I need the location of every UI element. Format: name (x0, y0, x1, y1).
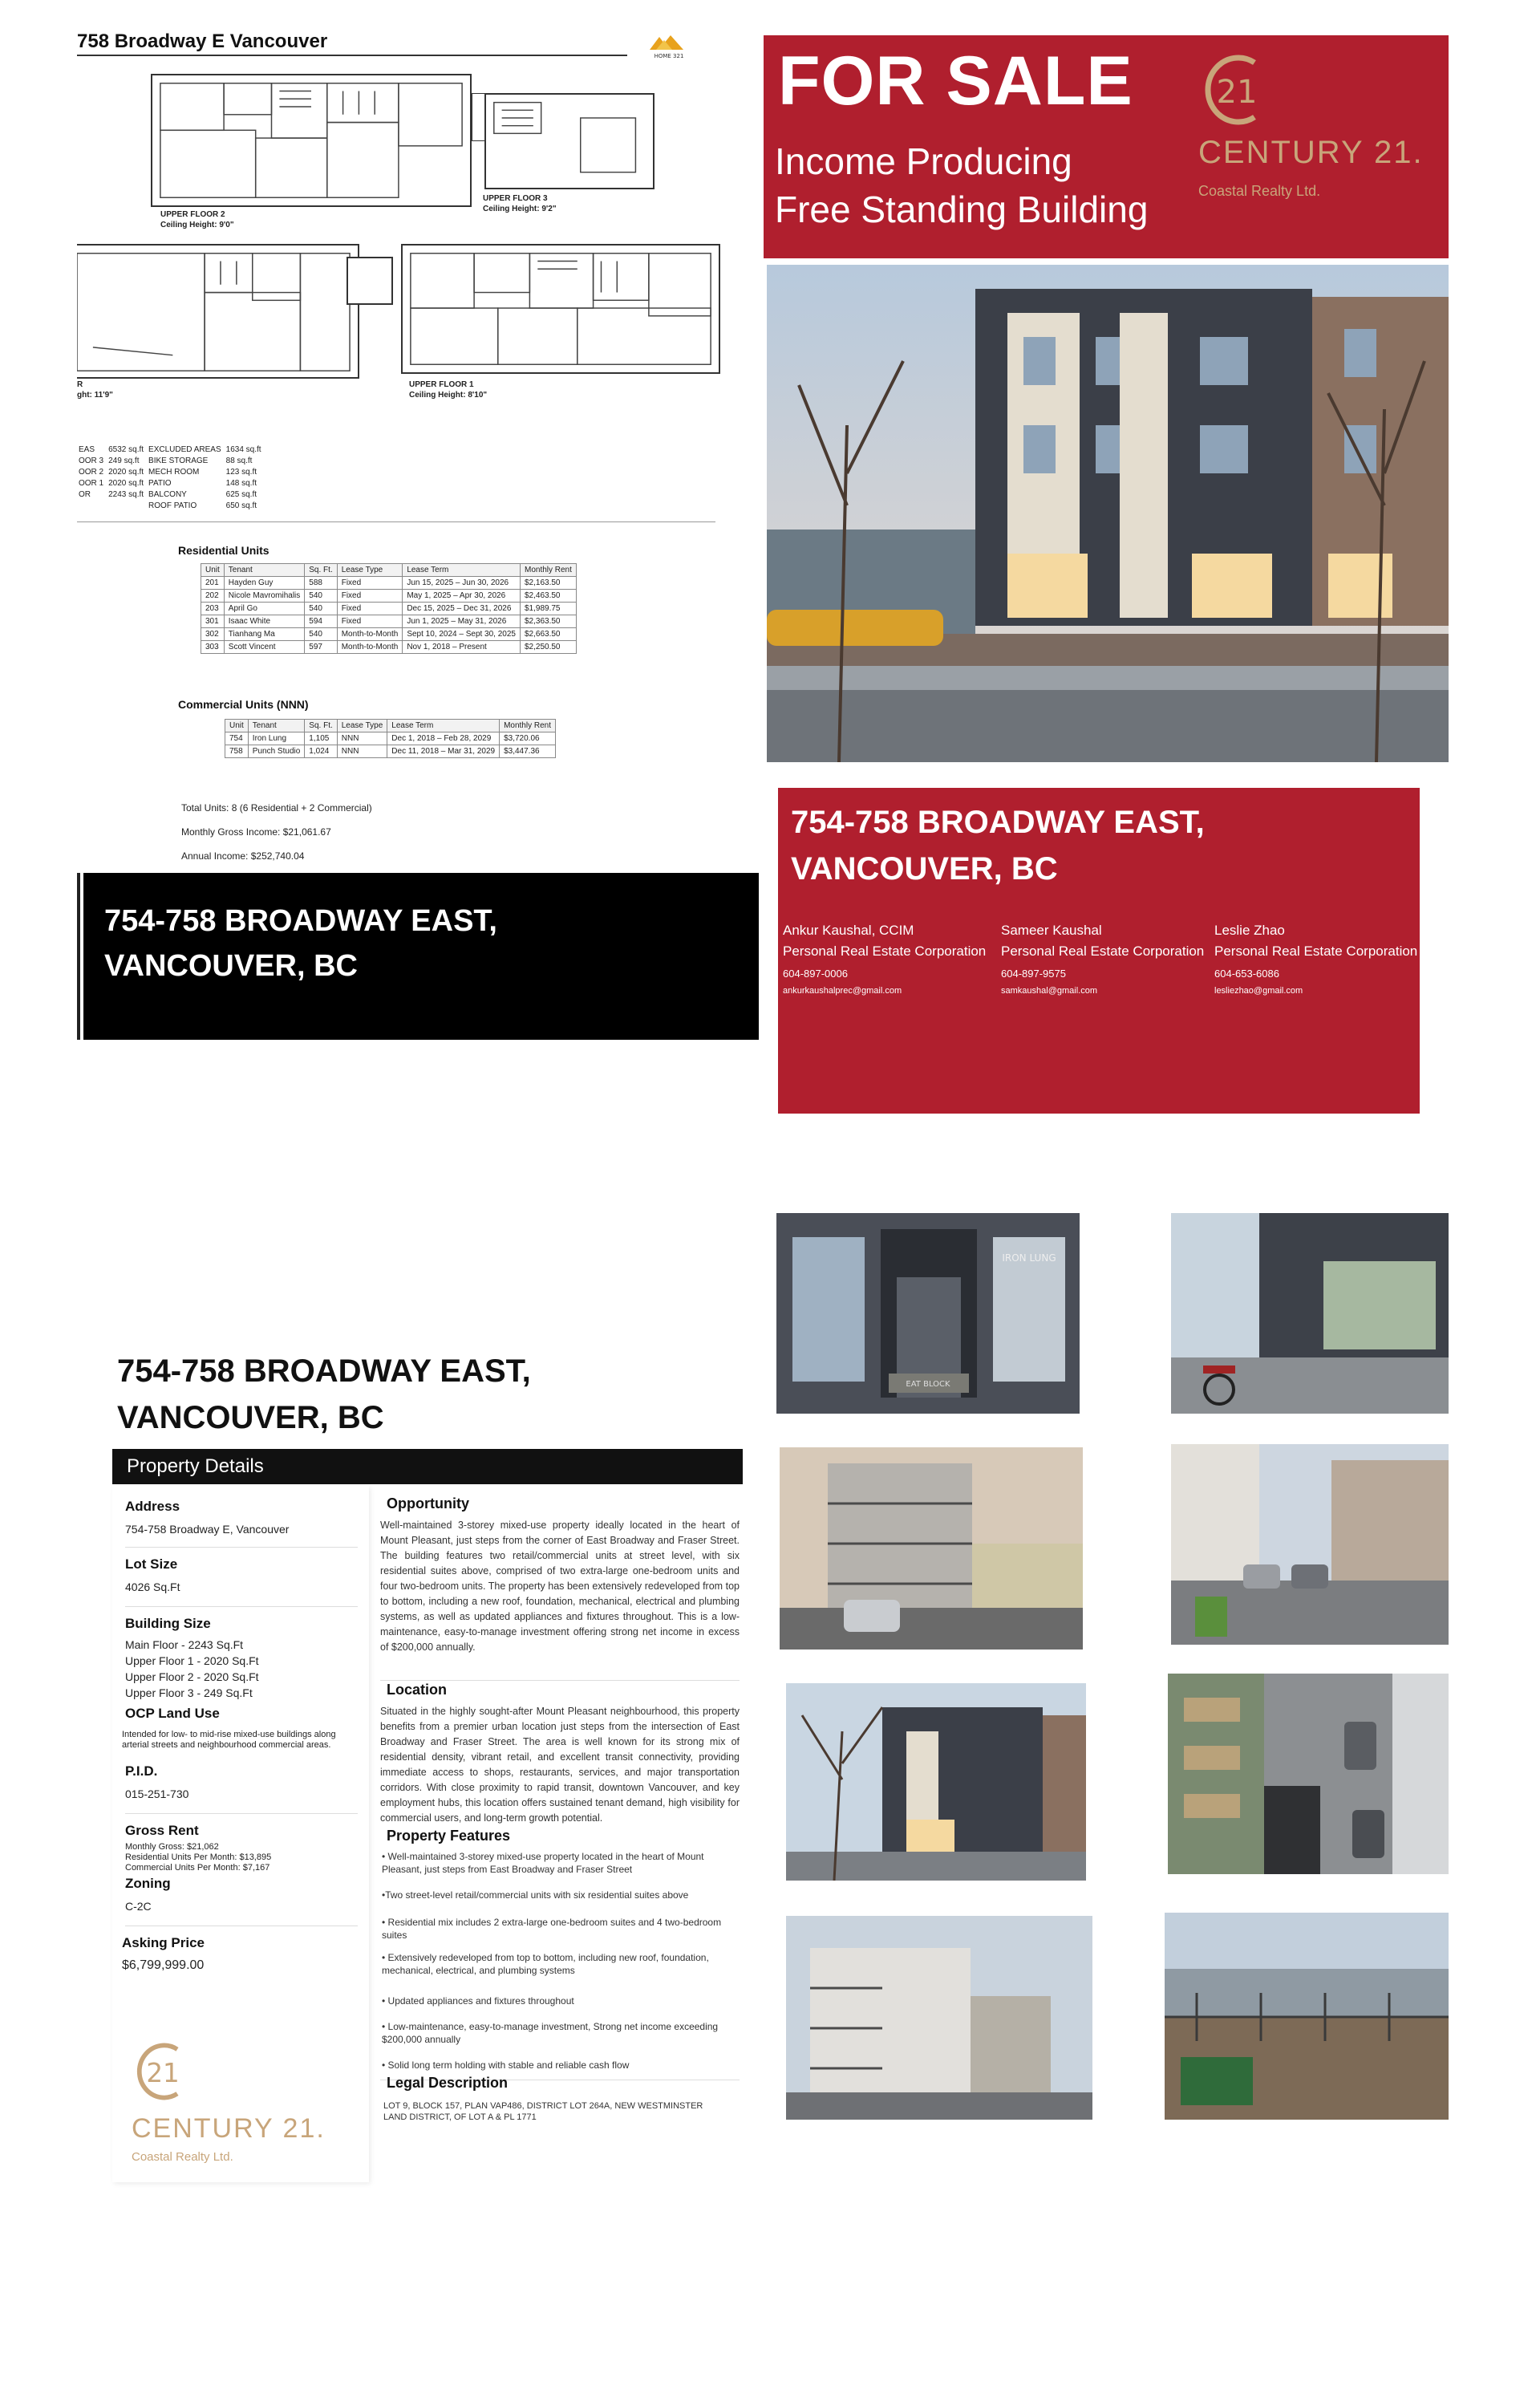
address-heading: Address (125, 1499, 180, 1514)
table-cell: Tianhang Ma (224, 628, 304, 641)
agent-leslie: Leslie Zhao Personal Real Estate Corporation 604-653-6086 lesliezhao@gmail.com (1214, 923, 1418, 996)
feature-item: • Updated appliances and fixtures throughout (382, 1995, 574, 2007)
table-row (79, 445, 265, 455)
total-units: Total Units: 8 (6 Residential + 2 Commercial) (181, 802, 372, 814)
table-cell: Iron Lung (248, 732, 305, 745)
for-sale-title: FOR SALE (778, 43, 1133, 120)
legal-description-text: LOT 9, BLOCK 157, PLAN VAP486, DISTRICT LOT 264A, NEW WESTMINSTER LAND DISTRICT, OF LOT A & PL 1771 (383, 2101, 703, 2122)
table-cell: 88 sq.ft (225, 457, 253, 465)
table-cell: 588 (305, 577, 337, 590)
ocp-value: Intended for low- to mid-rise mixed-use buildings along arterial streets and neighbourhood commercial areas. (122, 1730, 336, 1750)
table-cell: Fixed (337, 577, 403, 590)
table-cell (79, 501, 107, 511)
table-row (201, 590, 577, 603)
column-header: Tenant (248, 720, 305, 732)
column-header: Tenant (224, 564, 304, 577)
feature-item: • Extensively redeveloped from top to bottom, including new roof, foundation, mechanical, electrical, and plumbing systems (382, 1952, 709, 1976)
areas-table (77, 444, 266, 513)
upper-floor-3-label: UPPER FLOOR 3 Ceiling Height: 9'2" (483, 194, 557, 213)
table-cell: Punch Studio (248, 745, 305, 758)
ocp-heading: OCP Land Use (125, 1706, 220, 1721)
table-cell: $2,163.50 (520, 577, 576, 590)
table-cell: 540 (305, 628, 337, 641)
annual-income: Annual Income: $252,740.04 (181, 850, 305, 862)
column-header: Unit (225, 720, 249, 732)
agent-email-link[interactable]: lesliezhao@gmail.com (1214, 986, 1303, 996)
table-cell: Fixed (337, 615, 403, 628)
table-cell: OOR 2 (79, 468, 104, 477)
table-cell: $2,250.50 (520, 641, 576, 654)
column-header: Sq. Ft. (305, 564, 337, 577)
column-header: Lease Term (403, 564, 521, 577)
table-cell: 1634 sq.ft (225, 445, 261, 454)
table-cell: Month-to-Month (337, 628, 403, 641)
century21-logo-icon (1198, 50, 1267, 130)
table-cell: OR (79, 490, 91, 499)
table-row (79, 501, 265, 511)
column-header: Lease Term (387, 720, 500, 732)
agent-sameer: Sameer Kaushal Personal Real Estate Corporation 604-897-9575 samkaushal@gmail.com (1001, 923, 1205, 996)
column-header: Lease Type (337, 564, 403, 577)
table-cell: 148 sq.ft (225, 479, 257, 488)
pid-heading: P.I.D. (125, 1763, 158, 1779)
opportunity-text: Well-maintained 3-storey mixed-use property ideally located in the heart of Mount Pleasant, just steps from the corner of East Broadway and Fraser Street. The building features two retail/commercial units at street level, with six residential suites above, comprised of two extra-large one-bedroom units and four two-bedroom units. The property has been extensively redeveloped from top to bottom, including a new roof, foundation, mechanical, electrical and plumbing systems, as well as updated appliances and fixtures throughout. This is a low-maintenance, easy-to-manage investment offering strong net income in excess of $200,000 annually. (380, 1520, 740, 1653)
commercial-units-title: Commercial Units (NNN) (178, 698, 309, 711)
table-cell: Scott Vincent (224, 641, 304, 654)
gross-rent-heading: Gross Rent (125, 1823, 199, 1838)
table-cell: 1,105 (305, 732, 337, 745)
table-cell: 249 sq.ft (108, 457, 140, 465)
century21-office: Coastal Realty Ltd. (1198, 183, 1321, 199)
main-floor-label: R ght: 11'9" (77, 380, 113, 400)
table-cell: 201 (201, 577, 225, 590)
feature-item: • Low-maintenance, easy-to-manage investment, Strong net income exceeding $200,000 annually (382, 2021, 719, 2045)
table-cell: 302 (201, 628, 225, 641)
location-heading: Location (387, 1682, 447, 1698)
table-cell: NNN (337, 745, 387, 758)
zoning-value: C-2C (125, 1900, 152, 1913)
feature-item: • Well-maintained 3-storey mixed-use property located in the heart of Mount Pleasant, just steps from East Broadway and Fraser Street (382, 1851, 704, 1875)
property-details-title: Property Details (127, 1455, 264, 1477)
table-cell: 303 (201, 641, 225, 654)
table-cell: $3,720.06 (500, 732, 556, 745)
agent-panel-address: 754-758 BROADWAY EAST, VANCOUVER, BC (791, 805, 1205, 887)
table-cell: Nicole Mavromihalis (224, 590, 304, 603)
floor-plan-upper-1 (401, 244, 720, 374)
table-cell: BIKE STORAGE (148, 457, 209, 465)
table-cell: EXCLUDED AREAS (148, 445, 221, 454)
table-row (201, 603, 577, 615)
table-cell: $2,463.50 (520, 590, 576, 603)
lot-size-heading: Lot Size (125, 1556, 178, 1572)
table-cell (108, 501, 147, 511)
floor-plan-upper-3 (484, 93, 654, 189)
feature-item: • Residential mix includes 2 extra-large one-bedroom suites and 4 two-bedroom suites (382, 1917, 722, 1941)
table-cell: $1,989.75 (520, 603, 576, 615)
table-cell: 758 (225, 745, 249, 758)
century21-office: Coastal Realty Ltd. (132, 2150, 233, 2164)
table-cell: 2243 sq.ft (108, 490, 144, 499)
feature-item: • Solid long term holding with stable and reliable cash flow (382, 2059, 630, 2071)
table-row (79, 479, 265, 489)
address-banner-text: 754-758 BROADWAY EAST, VANCOUVER, BC (104, 904, 497, 983)
feature-item: •Two street-level retail/commercial units with six residential suites above (382, 1889, 689, 1901)
areas-divider (77, 521, 715, 522)
entrance-photo (776, 1213, 1080, 1414)
table-row (79, 468, 265, 477)
table-cell: Fixed (337, 603, 403, 615)
column-header: Unit (201, 564, 225, 577)
upper-floor-2-label: UPPER FLOOR 2 Ceiling Height: 9'0" (160, 210, 234, 229)
pid-value: 015-251-730 (125, 1788, 189, 1800)
floor-plan-stairs (346, 257, 393, 305)
monthly-gross-income: Monthly Gross Income: $21,061.67 (181, 826, 331, 838)
table-cell: 1,024 (305, 745, 337, 758)
street-view-photo (786, 1683, 1086, 1881)
table-cell: Fixed (337, 590, 403, 603)
details-address-heading: 754-758 BROADWAY EAST, VANCOUVER, BC (117, 1353, 531, 1435)
logo-mark-text: 21 (146, 2058, 180, 2089)
table-cell: 540 (305, 603, 337, 615)
hero-building-photo (767, 265, 1449, 762)
table-cell: May 1, 2025 – Apr 30, 2026 (403, 590, 521, 603)
table-row (225, 732, 556, 745)
opportunity-heading: Opportunity (387, 1495, 469, 1512)
table-cell: 203 (201, 603, 225, 615)
zoning-heading: Zoning (125, 1876, 171, 1891)
table-row (201, 577, 577, 590)
table-cell: Dec 1, 2018 – Feb 28, 2029 (387, 732, 500, 745)
table-cell: OOR 1 (79, 479, 104, 488)
table-cell: Dec 15, 2025 – Dec 31, 2026 (403, 603, 521, 615)
table-cell: Jun 1, 2025 – May 31, 2026 (403, 615, 521, 628)
floor-plan-main (77, 244, 359, 379)
table-cell: Isaac White (224, 615, 304, 628)
table-cell: Hayden Guy (224, 577, 304, 590)
residential-units-table (201, 563, 577, 654)
table-cell: MECH ROOM (148, 468, 200, 477)
table-cell: 2020 sq.ft (108, 479, 144, 488)
for-sale-subtitle-1: Income Producing (775, 140, 1072, 182)
table-cell: PATIO (148, 479, 172, 488)
table-cell: 594 (305, 615, 337, 628)
logo-text: HOME 321 (654, 53, 684, 59)
storefront-photo (1171, 1213, 1449, 1414)
agent-email-link[interactable]: samkaushal@gmail.com (1001, 986, 1097, 996)
table-cell: 2020 sq.ft (108, 468, 144, 477)
property-features-heading: Property Features (387, 1828, 511, 1844)
column-header: Sq. Ft. (305, 720, 337, 732)
century21-name: CENTURY 21. (1198, 135, 1424, 170)
floor-plan-title: 758 Broadway E Vancouver (77, 30, 328, 52)
column-header: Lease Type (337, 720, 387, 732)
residential-units-title: Residential Units (178, 544, 270, 557)
agent-ankur: Ankur Kaushal, CCIM Personal Real Estate Corporation 604-897-0006 ankurkaushalprec@gmail.com (783, 923, 987, 996)
table-cell: 650 sq.ft (225, 501, 257, 510)
table-cell: April Go (224, 603, 304, 615)
table-cell: EAS (79, 445, 95, 454)
home-logo-icon (648, 32, 690, 59)
table-row (201, 615, 577, 628)
legal-description-heading: Legal Description (387, 2075, 509, 2091)
roof-deck-photo (1165, 1913, 1449, 2120)
table-cell: $2,363.50 (520, 615, 576, 628)
table-cell: $2,663.50 (520, 628, 576, 641)
building-size-values: Main Floor - 2243 Sq.Ft Upper Floor 1 - 2020 Sq.Ft Upper Floor 2 - 2020 Sq.Ft Upper Floor 3 - 249 Sq.Ft (125, 1638, 259, 1699)
table-cell: 123 sq.ft (225, 468, 257, 477)
upper-floor-1-label: UPPER FLOOR 1 Ceiling Height: 8'10" (409, 380, 488, 400)
century21-logo-icon (132, 2038, 188, 2105)
column-header: Monthly Rent (500, 720, 556, 732)
iron-lung-sign: IRON LUNG (1002, 1252, 1056, 1264)
for-sale-subtitle-2: Free Standing Building (775, 189, 1149, 230)
lot-size-value: 4026 Sq.Ft (125, 1581, 180, 1593)
table-cell: NNN (337, 732, 387, 745)
table-cell: 6532 sq.ft (108, 445, 144, 454)
location-text: Situated in the highly sought-after Mount Pleasant neighbourhood, this property benefits from a premier urban location just steps from the intersection of East Broadway and Fraser Street. The area is well known for its strong mix of residential density, vibrant retail, and excellent transit connectivity, providing immediate access to shops, restaurants, services, and major transportation corridors. With close proximity to rapid transit, downtown Vancouver, and key employment hubs, this location offers sustained tenant demand, high visibility for commercial users, and long-term growth potential. (380, 1706, 740, 1824)
building-size-heading: Building Size (125, 1616, 211, 1631)
rear-building-photo (786, 1916, 1092, 2120)
table-cell: OOR 3 (79, 457, 104, 465)
rear-parking-photo (1171, 1444, 1449, 1645)
table-cell: BALCONY (148, 490, 187, 499)
rear-balconies-photo (780, 1447, 1083, 1650)
table-cell: 540 (305, 590, 337, 603)
address-value: 754-758 Broadway E, Vancouver (125, 1523, 290, 1536)
agent-email-link[interactable]: ankurkaushalprec@gmail.com (783, 986, 902, 996)
table-row (201, 641, 577, 654)
table-cell: $3,447.36 (500, 745, 556, 758)
asking-price-heading: Asking Price (122, 1935, 205, 1950)
title-rule (77, 55, 627, 56)
table-cell: Jun 15, 2025 – Jun 30, 2026 (403, 577, 521, 590)
table-cell: 625 sq.ft (225, 490, 257, 499)
gross-rent-values: Monthly Gross: $21,062 Residential Units Per Month: $13,895 Commercial Units Per Month: $7,167 (125, 1842, 272, 1873)
table-cell: Nov 1, 2018 – Present (403, 641, 521, 654)
table-cell: 301 (201, 615, 225, 628)
door-mat-text: EAT BLOCK (906, 1380, 950, 1389)
table-cell: ROOF PATIO (148, 501, 197, 510)
table-cell: 754 (225, 732, 249, 745)
table-row (225, 745, 556, 758)
table-row (79, 457, 265, 466)
table-cell: Dec 11, 2018 – Mar 31, 2029 (387, 745, 500, 758)
table-cell: 202 (201, 590, 225, 603)
aerial-parking-photo (1168, 1674, 1449, 1874)
table-row (79, 490, 265, 500)
commercial-units-table (225, 719, 556, 758)
table-cell: Month-to-Month (337, 641, 403, 654)
banner-edge (77, 873, 80, 1040)
asking-price-value: $6,799,999.00 (122, 1958, 205, 1972)
table-cell: Sept 10, 2024 – Sept 30, 2025 (403, 628, 521, 641)
floor-plan-upper-2 (151, 74, 472, 207)
century21-name: CENTURY 21. (132, 2113, 326, 2144)
table-row (201, 628, 577, 641)
column-header: Monthly Rent (520, 564, 576, 577)
logo-mark-text: 21 (1216, 74, 1258, 111)
table-cell: 597 (305, 641, 337, 654)
